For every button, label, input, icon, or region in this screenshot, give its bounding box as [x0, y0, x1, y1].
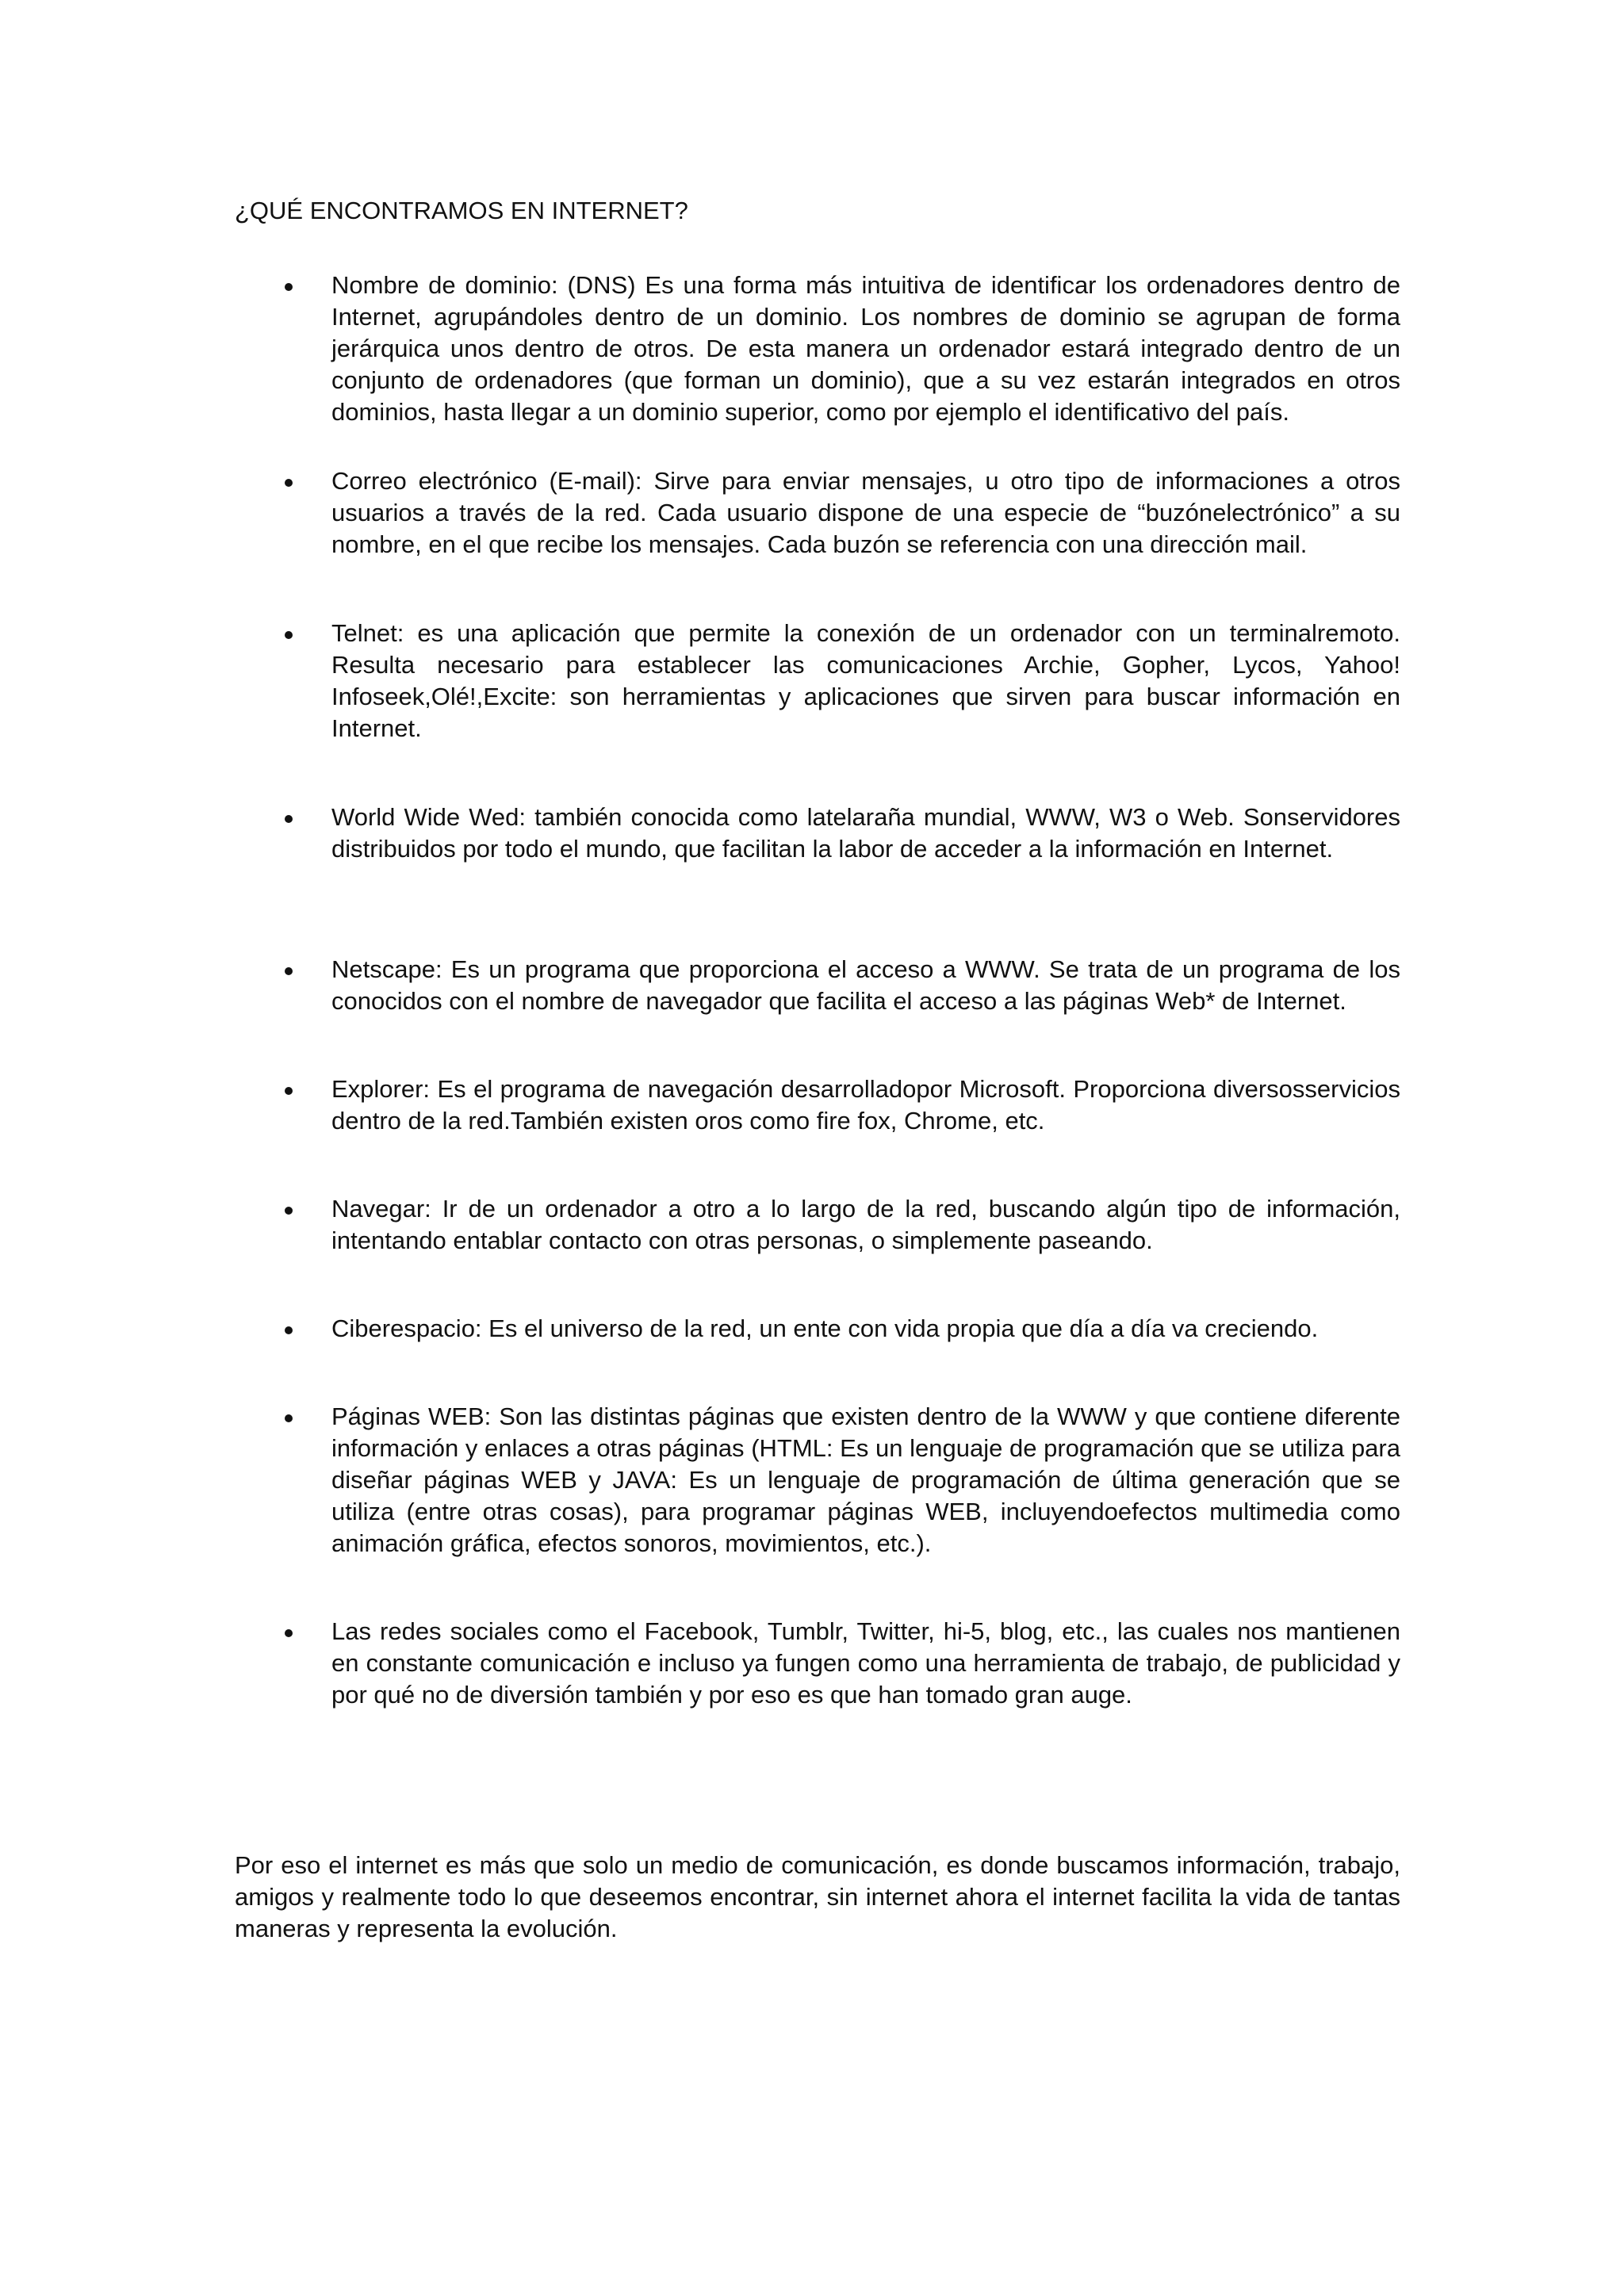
bullet-icon	[285, 1629, 293, 1637]
list-item-text: World Wide Wed: también conocida como latelaraña mundial, WWW, W3 o Web. Sonservidores distribuidos por todo el mundo, que facilitan la labor de acceder a la información en Internet.	[331, 803, 1400, 863]
list-item-www	[235, 802, 1400, 865]
list-item-netscape	[235, 954, 1400, 1017]
list-item-text: Nombre de dominio: (DNS) Es una forma más intuitiva de identificar los ordenadores dentro de Internet, agrupándoles dentro de un dominio. Los nombres de dominio se agrupan de forma jerárquica unos dentro de otros. De esta manera un ordenador estará integrado dentro de un conjunto de ordenadores (que forman un dominio), que a su vez estarán integrados en otros dominios, hasta llegar a un dominio superior, como por ejemplo el identificativo del país.	[331, 271, 1400, 426]
page-title: ¿QUÉ ENCONTRAMOS EN INTERNET?	[235, 197, 688, 224]
list-item-explorer	[235, 1073, 1400, 1137]
list-item-text: Ciberespacio: Es el universo de la red, un ente con vida propia que día a día va creciendo.	[331, 1314, 1319, 1342]
bullet-icon	[285, 283, 293, 291]
list-item-redes-sociales	[235, 1616, 1400, 1711]
bullet-icon	[285, 479, 293, 487]
list-item-text: Correo electrónico (E-mail): Sirve para enviar mensajes, u otro tipo de informaciones a otros usuarios a través de la red. Cada usuario dispone de una especie de “buzónelectrónico” a su nombre, en el que recibe los mensajes. Cada buzón se referencia con una dirección mail.	[331, 467, 1400, 558]
list-item-navegar	[235, 1193, 1400, 1257]
bullet-icon	[285, 1414, 293, 1422]
list-item-text: Telnet: es una aplicación que permite la conexión de un ordenador con un terminalremoto. Resulta necesario para establecer las comunicaciones Archie, Gopher, Lycos, Yahoo! Infoseek,Olé!,Excite: son herramientas y aplicaciones que sirven para buscar información en Internet.	[331, 619, 1400, 742]
list-item-telnet	[235, 618, 1400, 744]
bullet-icon	[285, 967, 293, 975]
closing-paragraph: Por eso el internet es más que solo un medio de comunicación, es donde buscamos información, trabajo, amigos y realmente todo lo que deseemos encontrar, sin internet ahora el internet facilita la vida de tantas maneras y representa la evolución.	[235, 1851, 1400, 1942]
list-item-dns	[235, 270, 1400, 428]
bullet-list	[235, 270, 1400, 1711]
list-item-text: Navegar: Ir de un ordenador a otro a lo largo de la red, buscando algún tipo de información, intentando entablar contacto con otras personas, o simplemente paseando.	[331, 1195, 1400, 1254]
bullet-icon	[285, 1326, 293, 1334]
bullet-icon	[285, 1207, 293, 1215]
list-item-text: Las redes sociales como el Facebook, Tumblr, Twitter, hi-5, blog, etc., las cuales nos mantienen en constante comunicación e incluso ya fungen como una herramienta de trabajo, de publicidad y por qué no de diversión también y por eso es que han tomado gran auge.	[331, 1617, 1400, 1709]
bullet-icon	[285, 631, 293, 639]
list-item-email	[235, 465, 1400, 561]
list-item-ciberespacio	[235, 1313, 1400, 1345]
list-item-text: Netscape: Es un programa que proporciona el acceso a WWW. Se trata de un programa de los conocidos con el nombre de navegador que facilita el acceso a las páginas Web* de Internet.	[331, 955, 1400, 1015]
bullet-icon	[285, 815, 293, 823]
bullet-icon	[285, 1087, 293, 1095]
list-item-text: Páginas WEB: Son las distintas páginas que existen dentro de la WWW y que contiene diferente información y enlaces a otras páginas (HTML: Es un lenguaje de programación que se utiliza para diseñar páginas WEB y JAVA: Es un lenguaje de programación de última generación que se utiliza (entre otras cosas), para programar páginas WEB, incluyendoefectos multimedia como animación gráfica, efectos sonoros, movimientos, etc.).	[331, 1402, 1400, 1557]
list-item-text: Explorer: Es el programa de navegación desarrolladopor Microsoft. Proporciona diversosservicios dentro de la red.También existen oros como fire fox, Chrome, etc.	[331, 1075, 1400, 1135]
list-item-paginas-web	[235, 1401, 1400, 1559]
